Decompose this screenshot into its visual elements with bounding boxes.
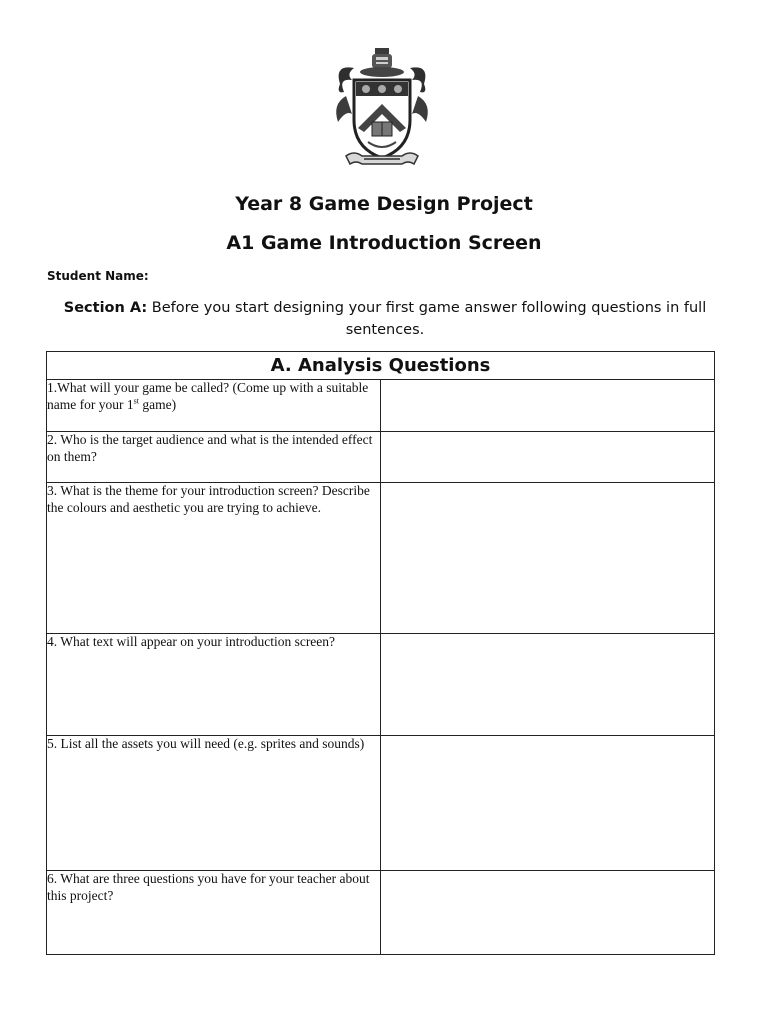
question-2-text: 2. Who is the target audience and what is the intended effect on them? xyxy=(47,432,373,464)
question-5-text: 5. List all the assets you will need (e.g. sprites and sounds) xyxy=(47,736,365,751)
school-crest-icon xyxy=(332,44,432,172)
table-row xyxy=(47,432,715,483)
answer-cell-4[interactable] xyxy=(381,634,715,736)
analysis-questions-table xyxy=(46,351,715,955)
page-title: Year 8 Game Design Project xyxy=(235,193,533,215)
question-cell xyxy=(47,634,381,736)
question-cell xyxy=(47,736,381,871)
question-3-text: 3. What is the theme for your introduction screen? Describe the colours and aesthetic you are trying to achieve. xyxy=(47,483,370,515)
answer-cell-5[interactable] xyxy=(381,736,715,871)
table-row xyxy=(47,483,715,634)
question-cell xyxy=(47,432,381,483)
section-intro xyxy=(55,297,715,341)
answer-cell-1[interactable] xyxy=(381,380,715,432)
question-4-text: 4. What text will appear on your introduction screen? xyxy=(47,634,336,649)
question-1-text: 1.What will your game be called? (Come up with a suitable name for your 1st game) xyxy=(47,380,369,412)
answer-cell-6[interactable] xyxy=(381,871,715,955)
page-subtitle: A1 Game Introduction Screen xyxy=(226,232,542,254)
table-row xyxy=(47,871,715,955)
table-heading: A. Analysis Questions xyxy=(47,352,715,380)
student-name-label: Student Name: xyxy=(47,269,149,283)
question-cell xyxy=(47,871,381,955)
section-label: Section A: xyxy=(63,300,148,316)
table-row xyxy=(47,634,715,736)
question-cell xyxy=(47,380,381,432)
table-row xyxy=(47,736,715,871)
section-instructions: Before you start designing your first game answer following questions in full sentences. xyxy=(147,300,707,338)
question-6-text: 6. What are three questions you have for your teacher about this project? xyxy=(47,871,370,903)
answer-cell-2[interactable] xyxy=(381,432,715,483)
table-row xyxy=(47,380,715,432)
answer-cell-3[interactable] xyxy=(381,483,715,634)
question-cell xyxy=(47,483,381,634)
